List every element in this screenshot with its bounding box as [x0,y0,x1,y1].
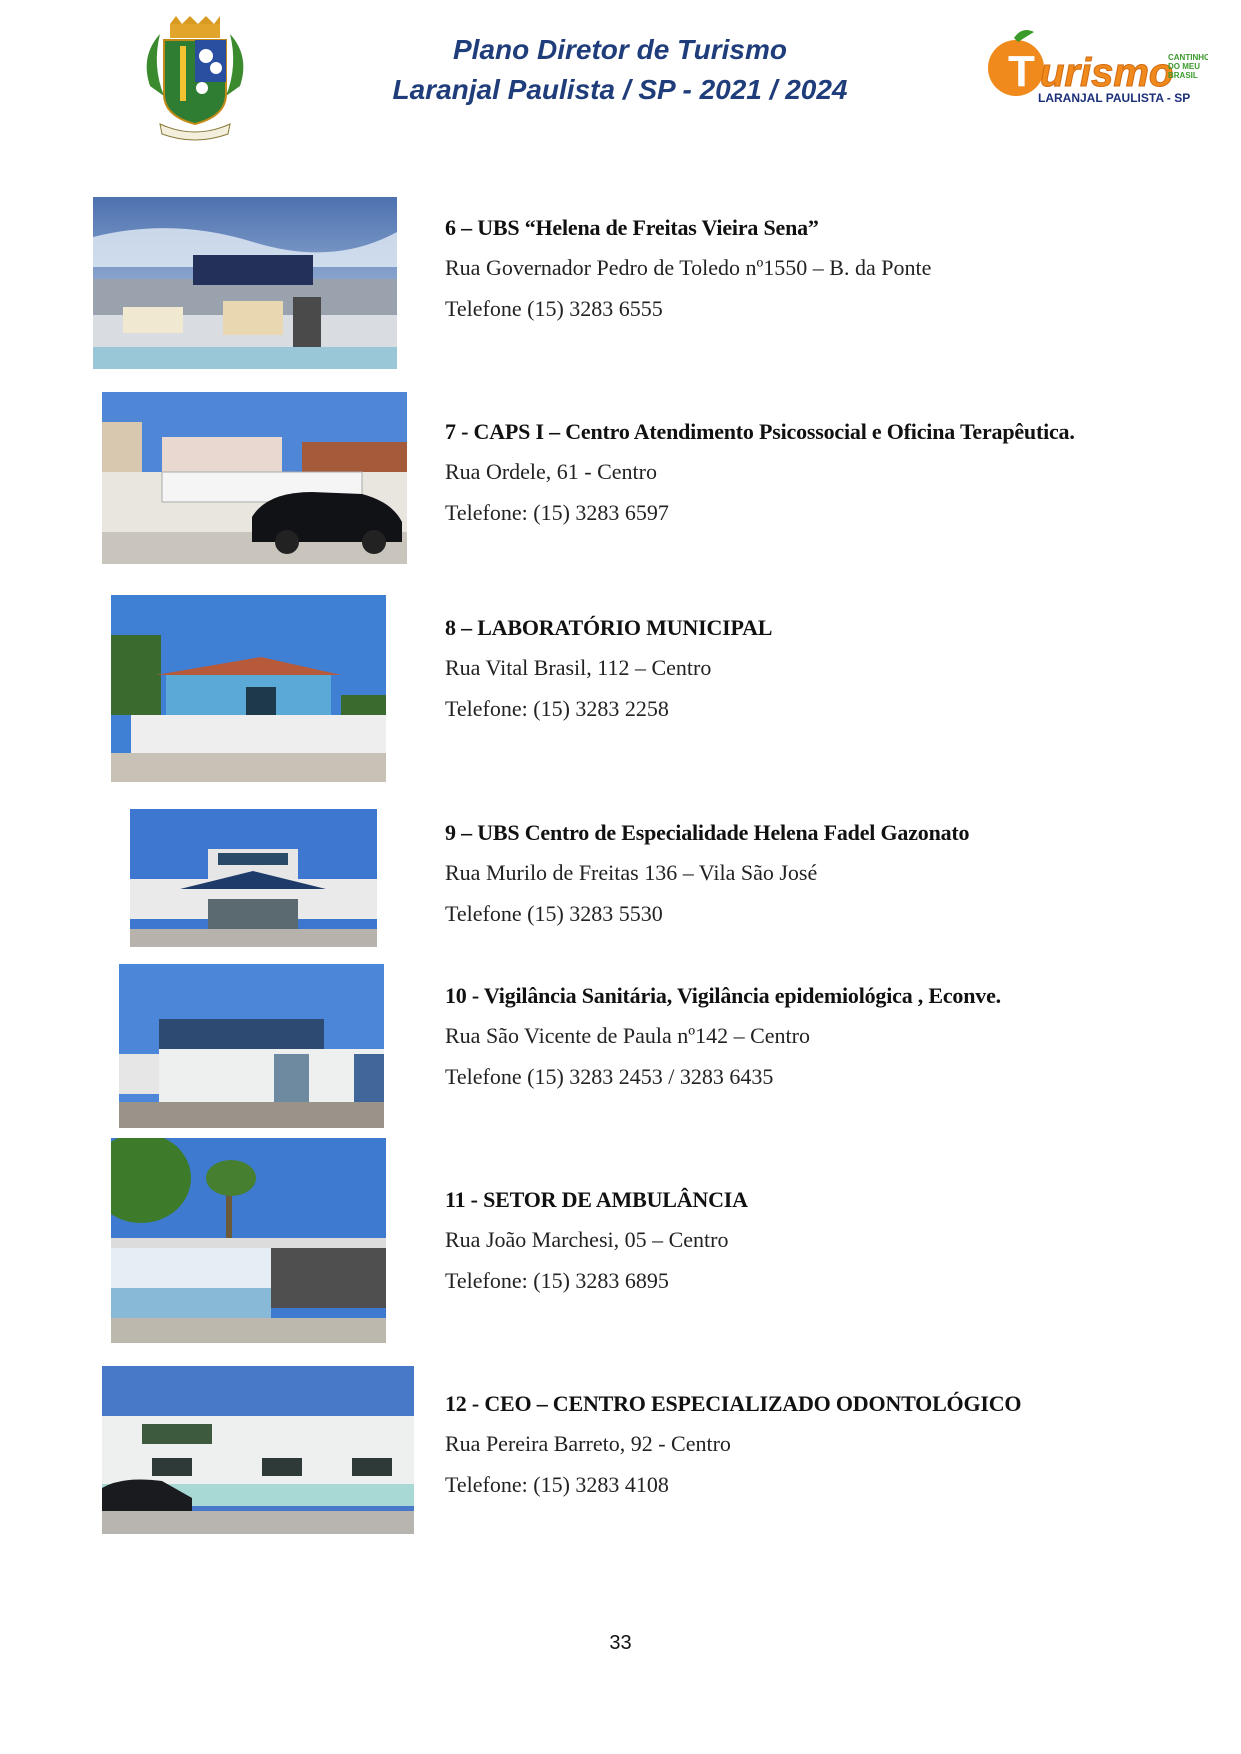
photo-setor-ambulancia [111,1138,386,1343]
entry-address: Rua Ordele, 61 - Centro [445,459,657,484]
entry-address: Rua Governador Pedro de Toledo nº1550 – B. da Ponte [445,255,932,280]
header-title-line-2: Laranjal Paulista / SP - 2021 / 2024 [392,74,848,105]
svg-text:DO MEU: DO MEU [1168,62,1200,71]
municipal-coat-of-arms [140,16,250,142]
photo-caps [102,392,407,564]
entry-phone: Telefone: (15) 3283 2258 [445,696,669,721]
entry-caps [445,418,1165,540]
photo-laboratorio-municipal [111,595,386,782]
logo-word: urismo [1040,51,1174,95]
page-number: 33 [609,1632,632,1654]
header-title-line-1: Plano Diretor de Turismo [453,34,787,65]
entry-phone: Telefone: (15) 3283 6895 [445,1268,669,1293]
entry-phone: Telefone (15) 3283 5530 [445,901,663,926]
entry-title: 11 - SETOR DE AMBULÂNCIA [445,1187,748,1212]
entry-phone: Telefone (15) 3283 2453 / 3283 6435 [445,1064,774,1089]
photo-ubs-helena-freitas [93,197,397,369]
entry-phone: Telefone: (15) 3283 4108 [445,1472,669,1497]
entry-title: 10 - Vigilância Sanitária, Vigilância epidemiológica , Econve. [445,983,1001,1008]
svg-text:T: T [1008,47,1035,96]
entry-phone: Telefone: (15) 3283 6597 [445,500,669,525]
photo-vigilancia-sanitaria [119,964,384,1128]
logo-subtitle: LARANJAL PAULISTA - SP [1038,91,1191,105]
entry-ceo [445,1390,1165,1512]
photo-ceo [102,1366,414,1534]
entry-title: 12 - CEO – CENTRO ESPECIALIZADO ODONTOLÓGICO [445,1391,1022,1416]
entry-ubs-centro-especialidade [445,819,1165,941]
entry-title: 9 – UBS Centro de Especialidade Helena Fadel Gazonato [445,820,970,845]
entry-title: 6 – UBS “Helena de Freitas Vieira Sena” [445,215,819,240]
turismo-logo [978,24,1208,110]
entry-address: Rua São Vicente de Paula nº142 – Centro [445,1023,810,1048]
entry-title: 8 – LABORATÓRIO MUNICIPAL [445,615,773,640]
entry-phone: Telefone (15) 3283 6555 [445,296,663,321]
entry-address: Rua Pereira Barreto, 92 - Centro [445,1431,731,1456]
entry-vigilancia-sanitaria [445,982,1165,1104]
svg-text:BRASIL: BRASIL [1168,71,1198,80]
entry-address: Rua Vital Brasil, 112 – Centro [445,655,712,680]
entry-address: Rua Murilo de Freitas 136 – Vila São José [445,860,818,885]
document-header-title [300,30,940,110]
turismo-logo-graphic [978,24,1208,110]
entry-laboratorio-municipal [445,614,1165,736]
entry-ubs-helena-freitas [445,214,1165,336]
entry-address: Rua João Marchesi, 05 – Centro [445,1227,729,1252]
photo-ubs-centro-especialidade [130,809,377,947]
entry-title: 7 - CAPS I – Centro Atendimento Psicossocial e Oficina Terapêutica. [445,419,1075,444]
svg-text:CANTINHO: CANTINHO [1168,53,1208,62]
entry-setor-ambulancia [445,1186,1165,1308]
